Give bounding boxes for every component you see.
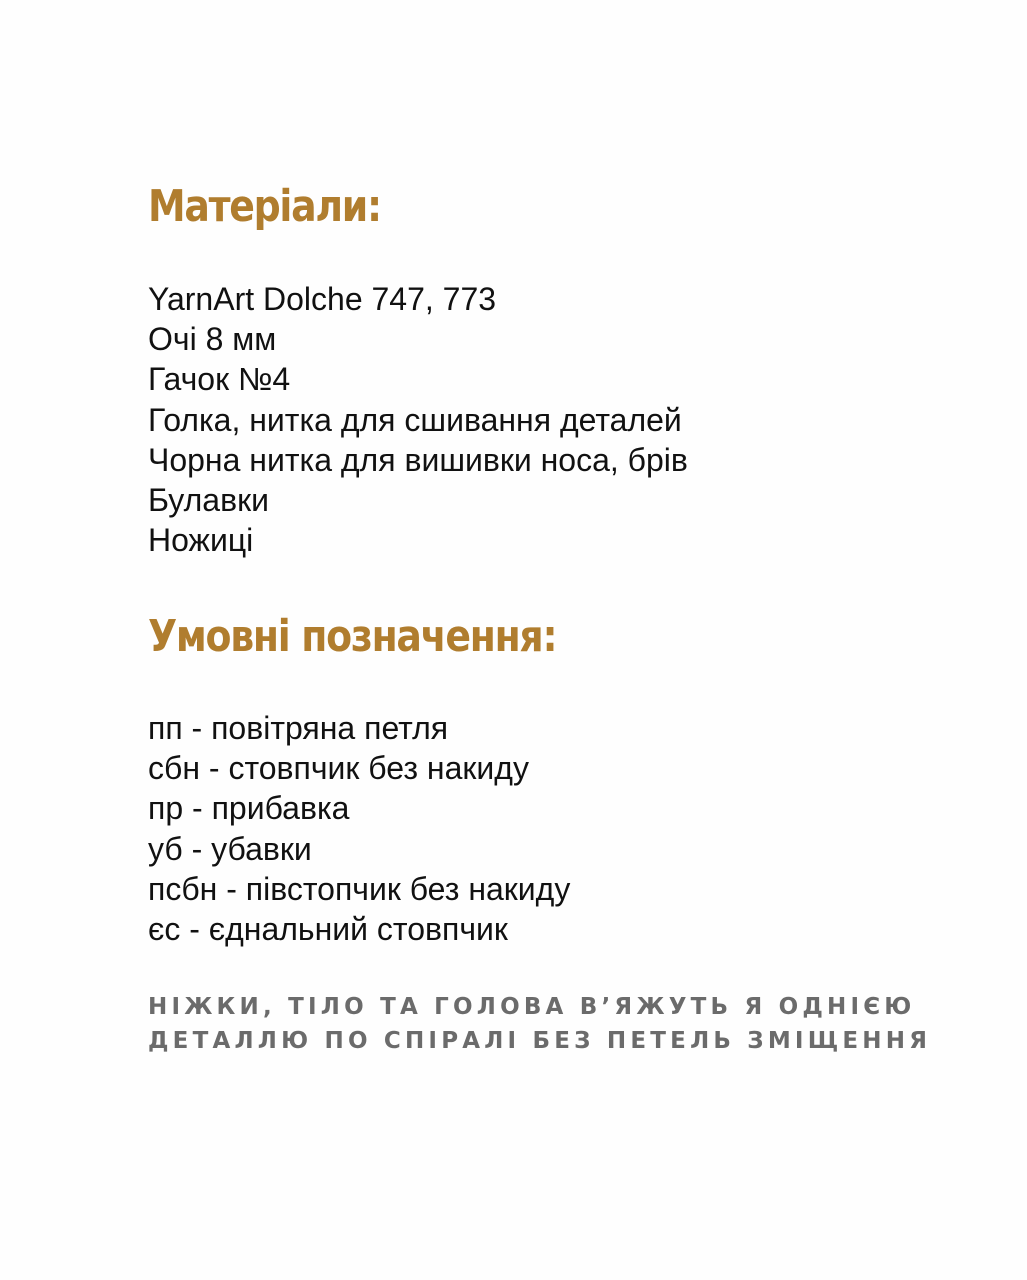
legend-list [148, 708, 570, 949]
materials-item: Булавки [148, 482, 269, 519]
note-line: НІЖКИ, ТІЛО ТА ГОЛОВА В’ЯЖУТЬ Я ОДНІЄЮ [148, 994, 916, 1020]
construction-note [148, 990, 931, 1058]
materials-item: Очі 8 мм [148, 321, 277, 358]
note-line: ДЕТАЛЛЮ ПО СПІРАЛІ БЕЗ ПЕТЕЛЬ ЗМІЩЕННЯ [148, 1028, 932, 1054]
legend-item: уб - убавки [148, 830, 312, 867]
materials-list [148, 279, 688, 560]
legend-heading: Умовні позначення: [148, 611, 557, 662]
materials-heading: Матеріали: [148, 181, 381, 232]
materials-item: Ножиці [148, 522, 254, 559]
legend-item: сбн - стовпчик без накиду [148, 750, 529, 787]
materials-item: YarnArt Dolche 747, 773 [148, 281, 497, 317]
legend-item: єс - єднальний стовпчик [148, 911, 508, 948]
legend-item: пр - прибавка [148, 790, 350, 827]
materials-item: Голка, нитка для сшивання деталей [148, 401, 682, 438]
materials-item: Гачок №4 [148, 361, 291, 398]
materials-item: Чорна нитка для вишивки носа, брів [148, 441, 688, 478]
legend-item: пп - повітряна петля [148, 710, 449, 746]
legend-item: псбн - півстопчик без накиду [148, 870, 571, 907]
